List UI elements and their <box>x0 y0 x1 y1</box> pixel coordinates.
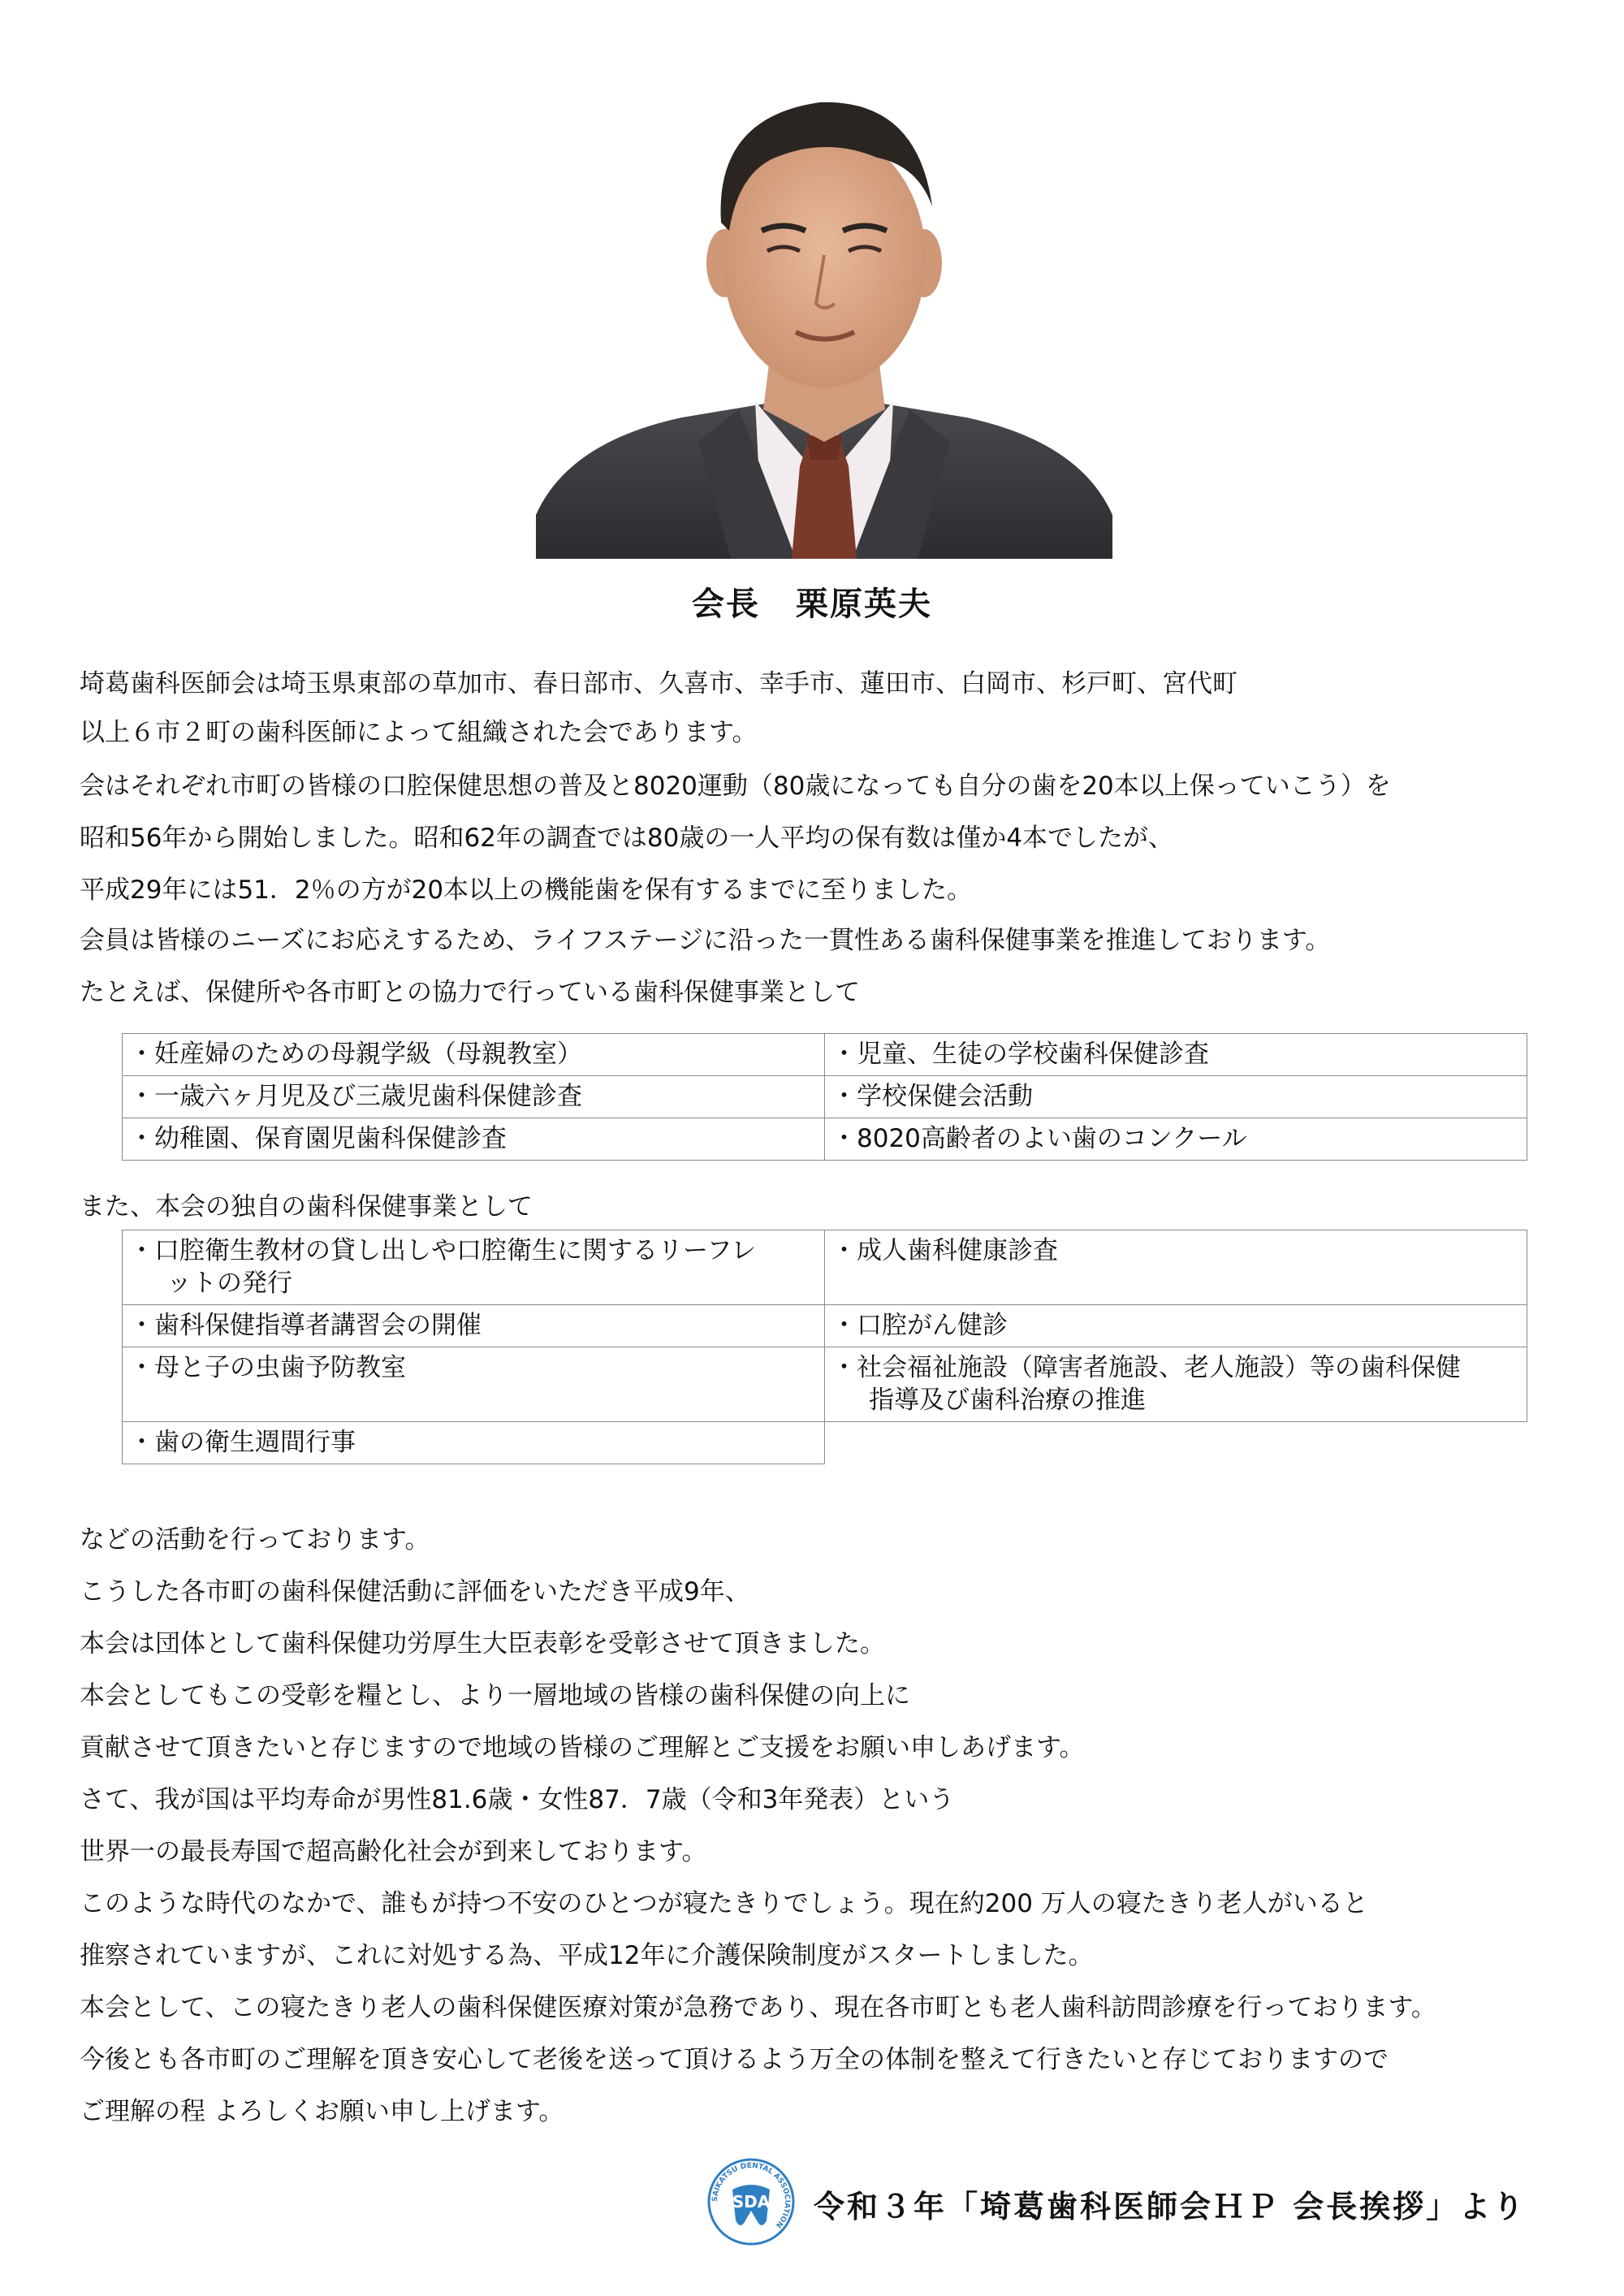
cell-line: ・口腔衛生教材の貸し出しや口腔衛生に関するリーフレ <box>129 1236 757 1265</box>
source-citation: 令和３年「埼葛歯科医師会ＨＰ 会長挨拶」より <box>814 2188 1527 2225</box>
joint-programs-table <box>122 1033 1527 1161</box>
paragraph-line: また、本会の独自の歯科保健事業として <box>80 1192 533 1222</box>
paragraph-line: 会員は皆様のニーズにお応えするため、ライフステージに沿った一貫性ある歯科保健事業を推進しております。 <box>80 926 1331 955</box>
table-cell: ・妊産婦のための母親学級（母親教室） <box>123 1034 825 1076</box>
table-row <box>123 1076 1527 1118</box>
table-row <box>123 1118 1527 1161</box>
svg-text:SAIKATSU DENTAL ASSOCIATION: SAIKATSU DENTAL ASSOCIATION <box>710 2161 792 2229</box>
paragraph-line: 昭和56年から開始しました。昭和62年の調査では80歳の一人平均の保有数は僅か4本でしたが、 <box>80 824 1174 853</box>
paragraph-line: 推察されていますが、これに対処する為、平成12年に介護保険制度がスタートしました。 <box>80 1941 1094 1970</box>
paragraph-line: たとえば、保健所や各市町との協力で行っている歯科保健事業として <box>80 978 860 1007</box>
table-cell: ・一歳六ヶ月児及び三歳児歯科保健診査 <box>123 1076 825 1118</box>
paragraph-line: 以上６市２町の歯科医師によって組織された会であります。 <box>80 718 758 747</box>
original-programs-table <box>122 1230 1527 1464</box>
president-portrait <box>536 60 1112 559</box>
paragraph-line: ご理解の程 よろしくお願い申し上げます。 <box>80 2097 564 2126</box>
table-row <box>123 1230 1527 1305</box>
svg-text:SDA: SDA <box>732 2192 771 2212</box>
title-name: 栗原英夫 <box>796 586 932 623</box>
paragraph-line: 平成29年には51．2％の方が20本以上の機能歯を保有するまでに至りました。 <box>80 876 973 905</box>
table-cell: ・8020高齢者のよい歯のコンクール <box>825 1118 1527 1161</box>
table-cell <box>825 1347 1527 1422</box>
cell-line: ットの発行 <box>166 1269 292 1298</box>
paragraph-line: 今後とも各市町のご理解を頂き安心して老後を送って頂けるよう万全の体制を整えて行きたいと存じておりますので <box>80 2045 1389 2074</box>
table-cell: ・口腔がん健診 <box>825 1305 1527 1347</box>
sda-logo-icon <box>706 2157 796 2246</box>
cell-line: ・社会福祉施設（障害者施設、老人施設）等の歯科保健 <box>831 1353 1461 1382</box>
table-cell: ・母と子の虫歯予防教室 <box>123 1347 825 1422</box>
title-role: 会長 <box>692 586 760 623</box>
table-row <box>123 1347 1527 1422</box>
paragraph-line: こうした各市町の歯科保健活動に評価をいただき平成9年、 <box>80 1577 750 1606</box>
paragraph-line: 本会として、この寝たきり老人の歯科保健医療対策が急務であり、現在各市町とも老人歯科訪問診療を行っております。 <box>80 1993 1436 2022</box>
table-cell: ・学校保健会活動 <box>825 1076 1527 1118</box>
table-row <box>123 1305 1527 1347</box>
empty-cell <box>825 1422 1527 1464</box>
table-cell: ・幼稚園、保育園児歯科保健診査 <box>123 1118 825 1161</box>
paragraph-line: 本会は団体として歯科保健功労厚生大臣表彰を受彰させて頂きました。 <box>80 1629 885 1658</box>
table-cell: ・成人歯科健康診査 <box>825 1230 1527 1305</box>
portrait-illustration <box>536 60 1112 559</box>
paragraph-line: さて、我が国は平均寿命が男性81.6歳・女性87．7歳（令和3年発表）という <box>80 1785 955 1814</box>
page-title <box>0 578 1624 625</box>
cell-line: 指導及び歯科治療の推進 <box>869 1386 1146 1415</box>
table-row <box>123 1034 1527 1076</box>
paragraph-line: などの活動を行っております。 <box>80 1525 430 1554</box>
paragraph-line: このような時代のなかで、誰もが持つ不安のひとつが寝たきりでしょう。現在約200 万人の寝たきり老人がいると <box>80 1889 1368 1918</box>
table-cell <box>123 1230 825 1305</box>
table-cell: ・歯科保健指導者講習会の開催 <box>123 1305 825 1347</box>
source-footer <box>706 2157 1559 2246</box>
paragraph-line: 本会としてもこの受彰を糧とし、より一層地域の皆様の歯科保健の向上に <box>80 1681 910 1710</box>
table-cell: ・児童、生徒の学校歯科保健診査 <box>825 1034 1527 1076</box>
paragraph-line: 会はそれぞれ市町の皆様の口腔保健思想の普及と8020運動（80歳になっても自分の歯を20本以上保っていこう）を <box>80 772 1391 801</box>
table-row <box>123 1422 1527 1464</box>
paragraph-line: 埼葛歯科医師会は埼玉県東部の草加市、春日部市、久喜市、幸手市、蓮田市、白岡市、杉戸町、宮代町 <box>80 669 1237 698</box>
paragraph-line: 世界一の最長寿国で超高齢化社会が到来しております。 <box>80 1837 707 1866</box>
table-cell: ・歯の衛生週間行事 <box>123 1422 825 1464</box>
paragraph-line: 貢献させて頂きたいと存じますので地域の皆様のご理解とご支援をお願い申しあげます。 <box>80 1733 1085 1762</box>
